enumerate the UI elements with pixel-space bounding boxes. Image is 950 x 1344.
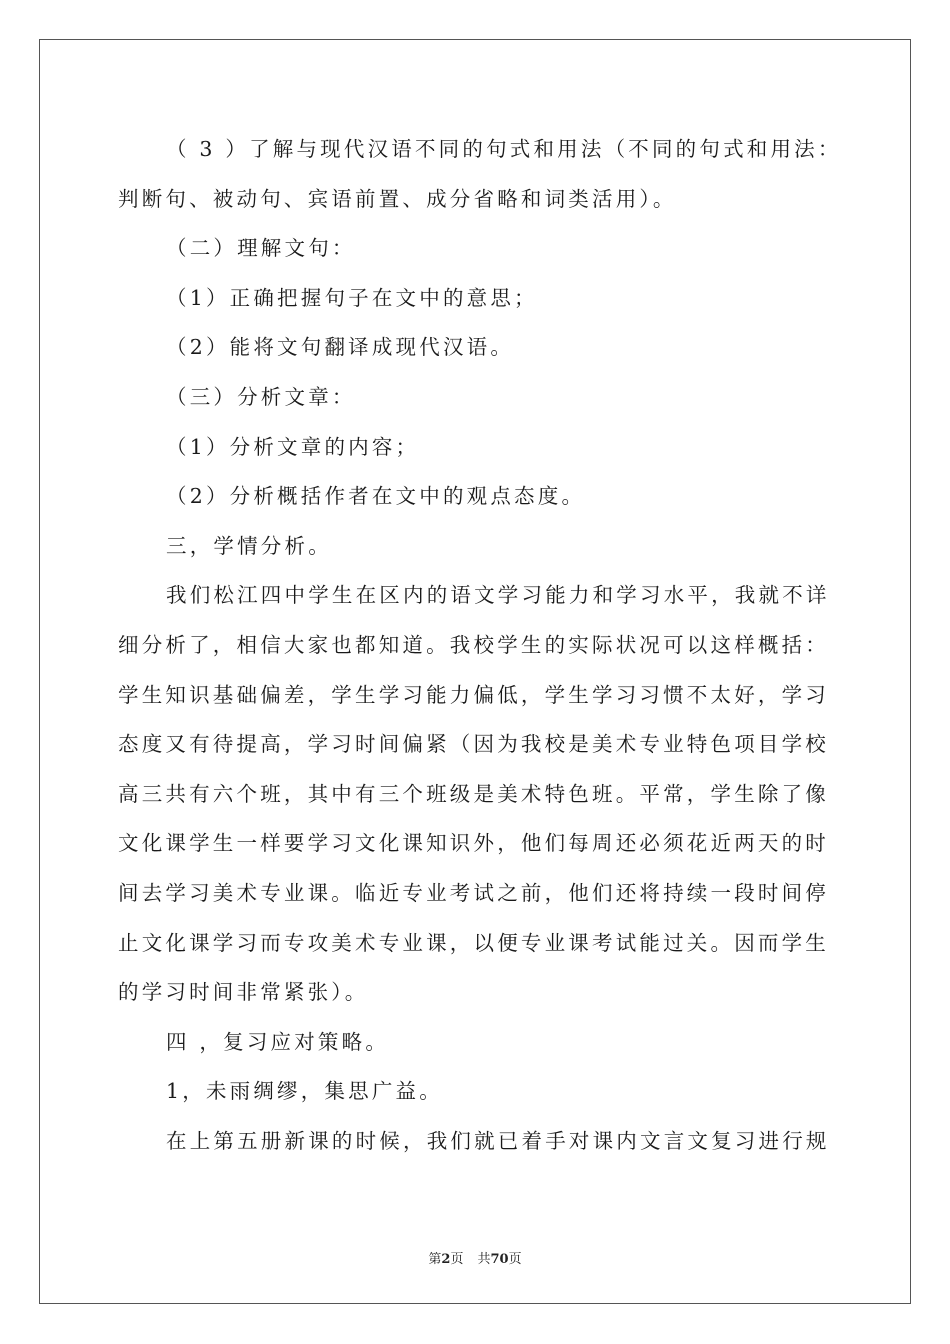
text-line: 判断句、被动句、宾语前置、成分省略和词类活用）。	[118, 186, 677, 211]
footer-prefix: 第	[428, 1252, 442, 1267]
text-line: （ 3 ）了解与现代汉语不同的句式和用法（不同的句式和用法：	[166, 137, 842, 161]
text-line: 学生知识基础偏差，学生学习能力偏低，学生学习习惯不太好，学习	[118, 682, 829, 707]
text-line: （三）分析文章：	[166, 384, 356, 409]
page-footer	[0, 1248, 950, 1267]
text-line: 高三共有六个班，其中有三个班级是美术特色班。平常，学生除了像	[118, 781, 829, 806]
text-line: 文化课学生一样要学习文化课知识外，他们每周还必须花近两天的时	[118, 831, 829, 856]
text-line: 四 ，复习应对策略。	[166, 1029, 390, 1054]
text-line: 三，学情分析。	[166, 533, 332, 558]
current-page-number: 2	[441, 1252, 451, 1267]
text-line: 间去学习美术专业课。临近专业考试之前，他们还将持续一段时间停	[118, 880, 829, 905]
text-line: 1，未雨绸缪，集思广益。	[166, 1079, 443, 1104]
total-pages-number: 70	[490, 1252, 509, 1267]
text-line: （2）能将文句翻译成现代汉语。	[166, 335, 515, 360]
text-line: （1）分析文章的内容；	[166, 434, 420, 459]
document-body	[118, 125, 842, 1166]
text-line: 我们松江四中学生在区内的语文学习能力和学习水平，我就不详	[166, 583, 830, 608]
text-line: （1）正确把握句子在文中的意思；	[166, 285, 538, 310]
text-line: 止文化课学习而专攻美术专业课，以便专业课考试能过关。因而学生	[118, 930, 829, 955]
text-line: （2）分析概括作者在文中的观点态度。	[166, 484, 586, 509]
text-line: 的学习时间非常紧张）。	[118, 980, 369, 1005]
footer-total-prefix: 共	[477, 1252, 491, 1267]
text-line: 态度又有待提高，学习时间偏紧（因为我校是美术专业特色项目学校	[118, 732, 829, 757]
footer-page-suffix: 页	[450, 1252, 464, 1267]
text-line: （二）理解文句：	[166, 236, 356, 261]
text-line: 细分析了，相信大家也都知道。我校学生的实际状况可以这样概括：	[118, 632, 829, 657]
footer-total-suffix: 页	[508, 1252, 522, 1267]
text-line: 在上第五册新课的时候，我们就已着手对课内文言文复习进行规	[166, 1128, 830, 1153]
